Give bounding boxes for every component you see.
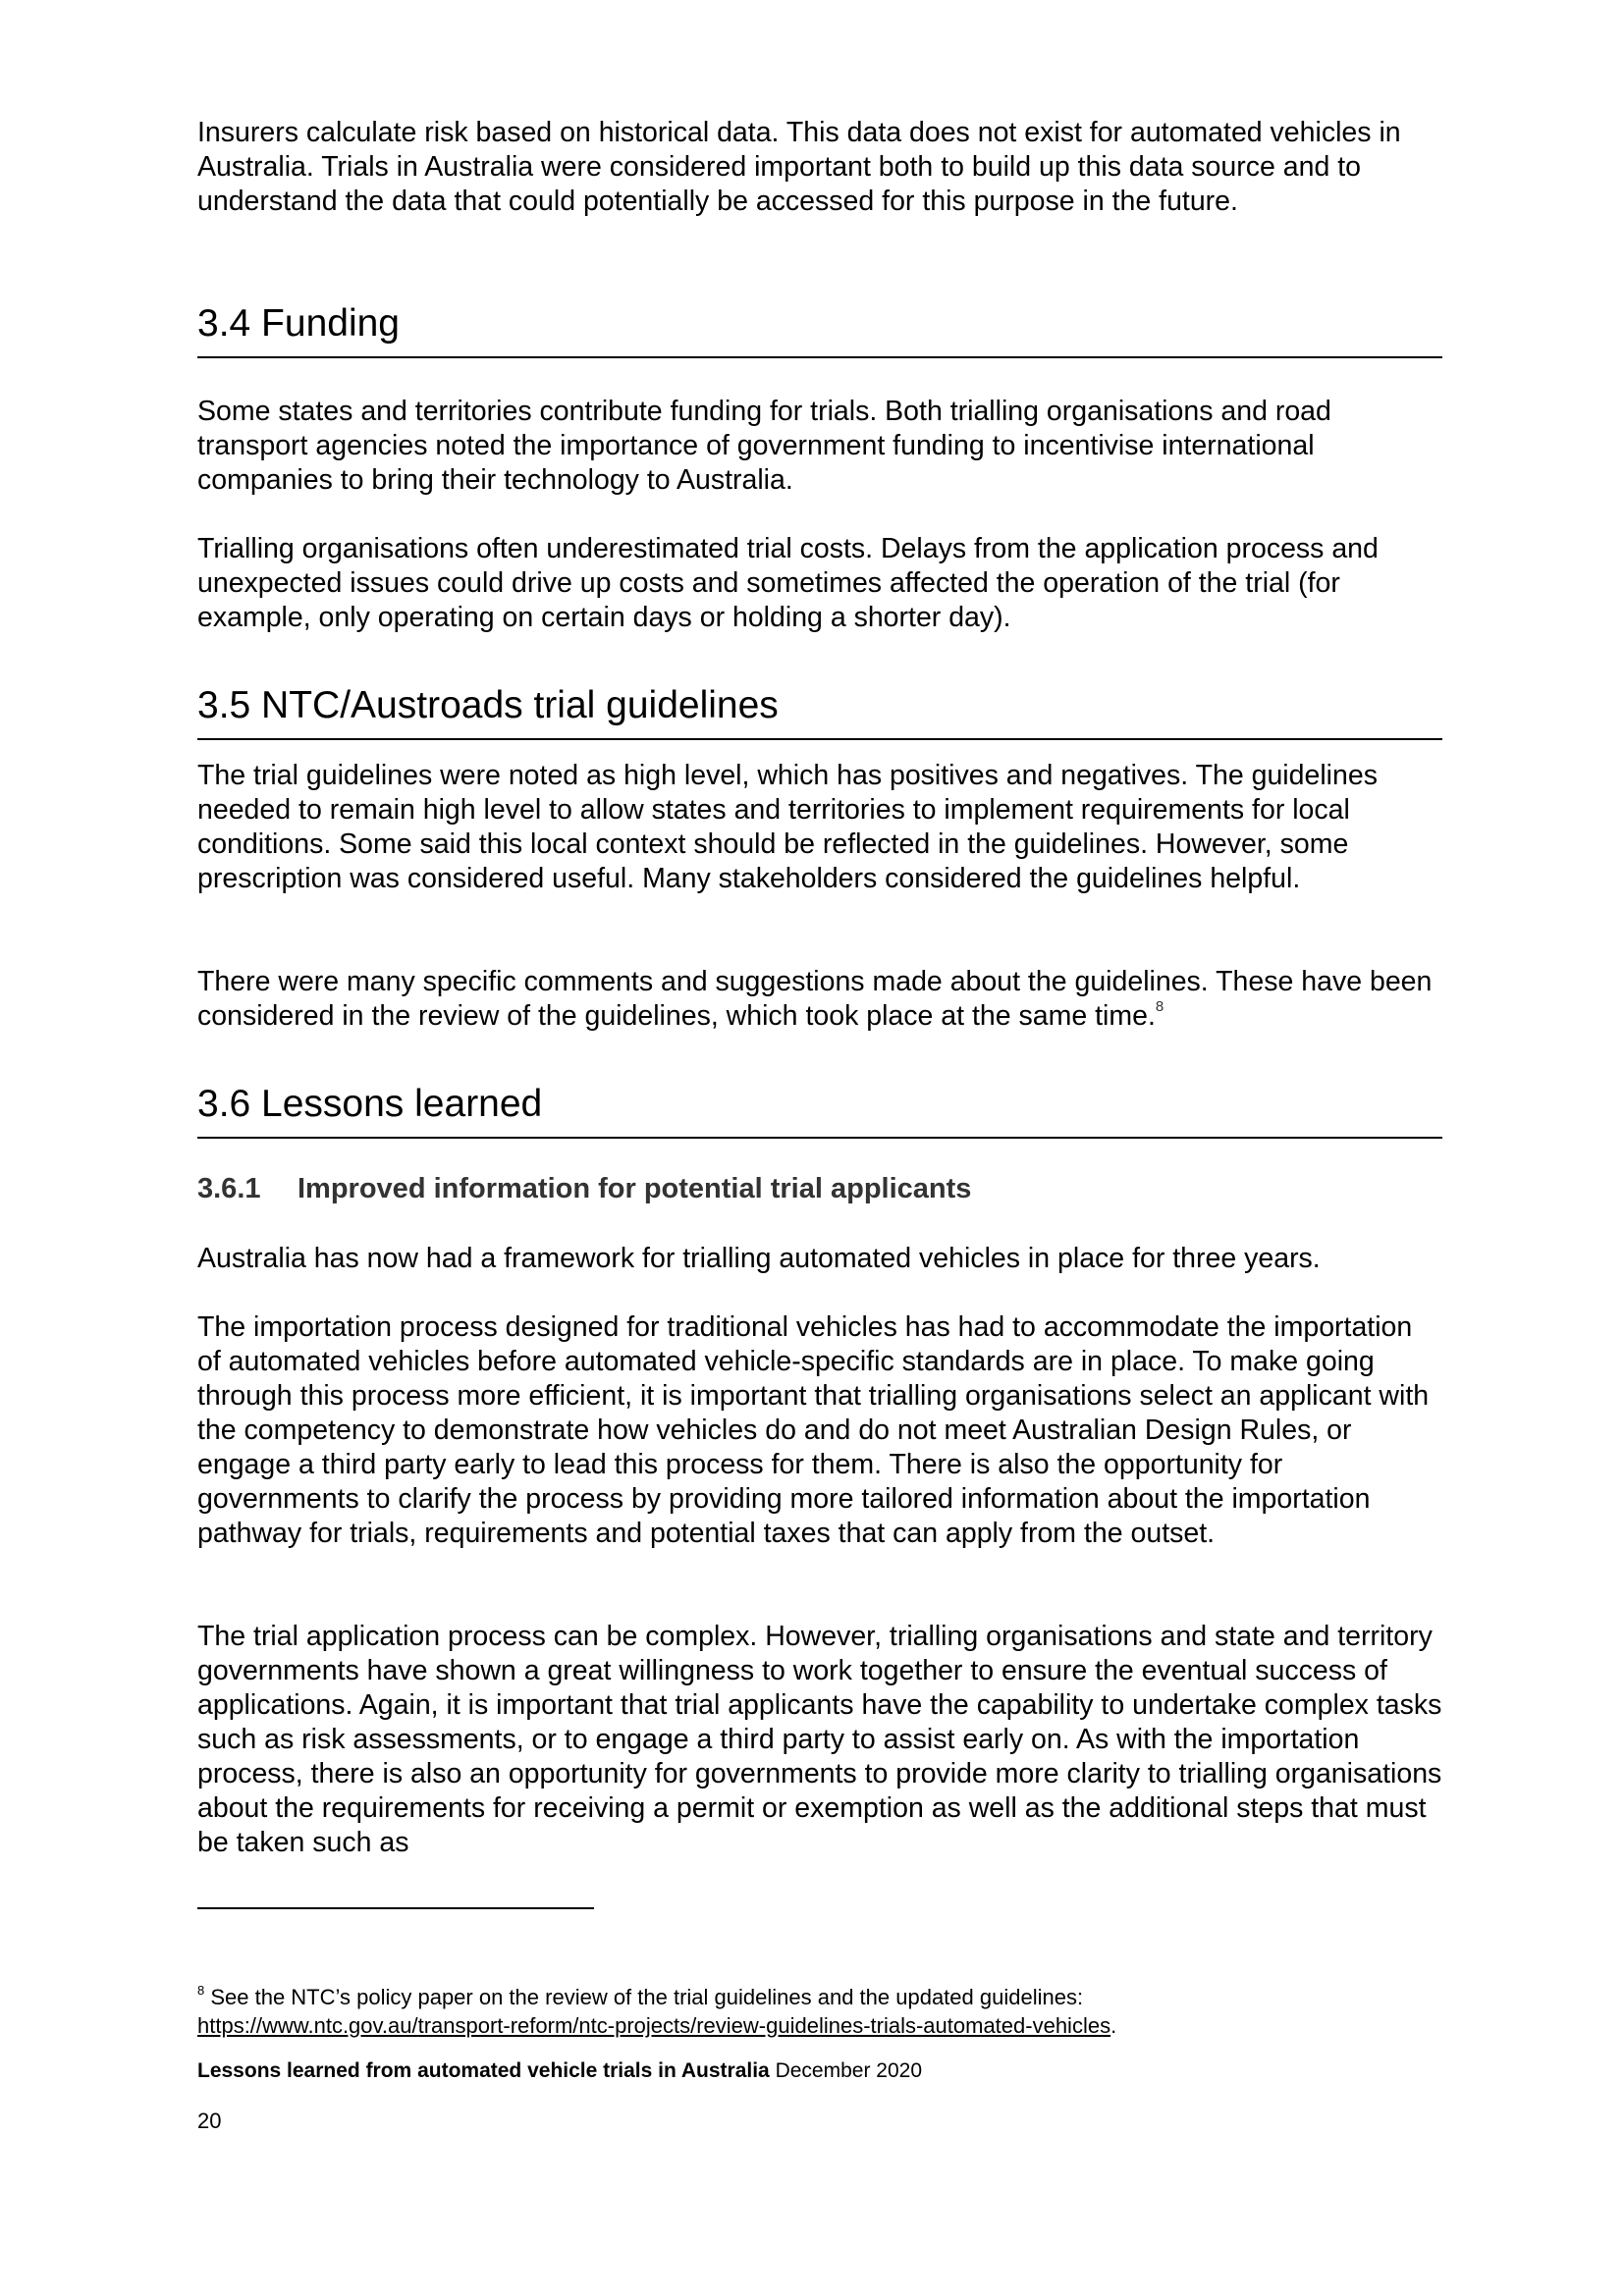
- lessons-paragraph-2: The importation process designed for traditional vehicles has had to accommodate the importation of automated vehicles before automated vehicle-specific standards are in place. To make going through this process more efficient, it is important that trialling organisations select an applicant with the competency to demonstrate how vehicles do and do not meet Australian Design Rules, or engage a third party early to lead this process for them. There is also the opportunity for governments to clarify the process by providing more tailored information about the importation pathway for trials, requirements and potential taxes that can apply from the outset.: [197, 1311, 1430, 1549]
- subsection-title: Improved information for potential trial applicants: [298, 1173, 972, 1204]
- footnote: [197, 1983, 1442, 2040]
- footnote-number: 8: [197, 1983, 205, 1998]
- section-heading-funding: 3.4 Funding: [197, 301, 1442, 358]
- section-heading-lessons-learned: 3.6 Lessons learned: [197, 1082, 1442, 1139]
- subsection-heading: [197, 1171, 1442, 1206]
- footer-date: December 2020: [769, 2059, 923, 2082]
- footnote-link-period: .: [1110, 2013, 1117, 2038]
- guidelines-paragraph-2-text: There were many specific comments and suggestions made about the guidelines. These have been considered in the review of the guidelines, which took place at the same time.: [197, 966, 1433, 1032]
- footer-document-title: Lessons learned from automated vehicle trials in Australia: [197, 2059, 770, 2082]
- page-footer: [197, 2058, 922, 2084]
- section-heading-trial-guidelines: 3.5 NTC/Austroads trial guidelines: [197, 683, 1442, 740]
- footnote-link[interactable]: https://www.ntc.gov.au/transport-reform/ntc-projects/review-guidelines-trials-automated-vehicles: [197, 2013, 1111, 2038]
- guidelines-paragraph-2: [197, 965, 1442, 1034]
- footnote-reference-8[interactable]: 8: [1155, 998, 1164, 1015]
- funding-paragraph-1: Some states and territories contribute funding for trials. Both trialling organisations and road transport agencies noted the importance of government funding to incentivise international companies to bring their technology to Australia.: [197, 396, 1331, 496]
- intro-paragraph: Insurers calculate risk based on historical data. This data does not exist for automated vehicles in Australia. Trials in Australia were considered important both to build up this data source and to understand the data that could potentially be accessed for this purpose in the future.: [197, 117, 1401, 217]
- subsection-number: 3.6.1: [197, 1173, 261, 1204]
- footnote-text: See the NTC’s policy paper on the review of the trial guidelines and the updated guidelines:: [204, 1985, 1084, 2009]
- guidelines-paragraph-1: The trial guidelines were noted as high level, which has positives and negatives. The guidelines needed to remain high level to allow states and territories to implement requirements for local conditions. Some said this local context should be reflected in the guidelines. However, some prescription was considered useful. Many stakeholders considered the guidelines helpful.: [197, 760, 1378, 894]
- funding-paragraph-2: Trialling organisations often underestimated trial costs. Delays from the application process and unexpected issues could drive up costs and sometimes affected the operation of the trial (for example, only operating on certain days or holding a shorter day).: [197, 533, 1379, 633]
- footnote-separator: [197, 1907, 594, 1909]
- page-number: 20: [197, 2109, 222, 2133]
- lessons-paragraph-3: The trial application process can be complex. However, trialling organisations and state and territory governments have shown a great willingness to work together to ensure the eventual success of applications. Again, it is important that trial applicants have the capability to undertake complex tasks such as risk assessments, or to engage a third party to assist early on. As with the importation process, there is also an opportunity for governments to provide more clarity to trialling organisations about the requirements for receiving a permit or exemption as well as the additional steps that must be taken such as: [197, 1621, 1442, 1858]
- lessons-paragraph-1: Australia has now had a framework for trialling automated vehicles in place for three years.: [197, 1243, 1321, 1274]
